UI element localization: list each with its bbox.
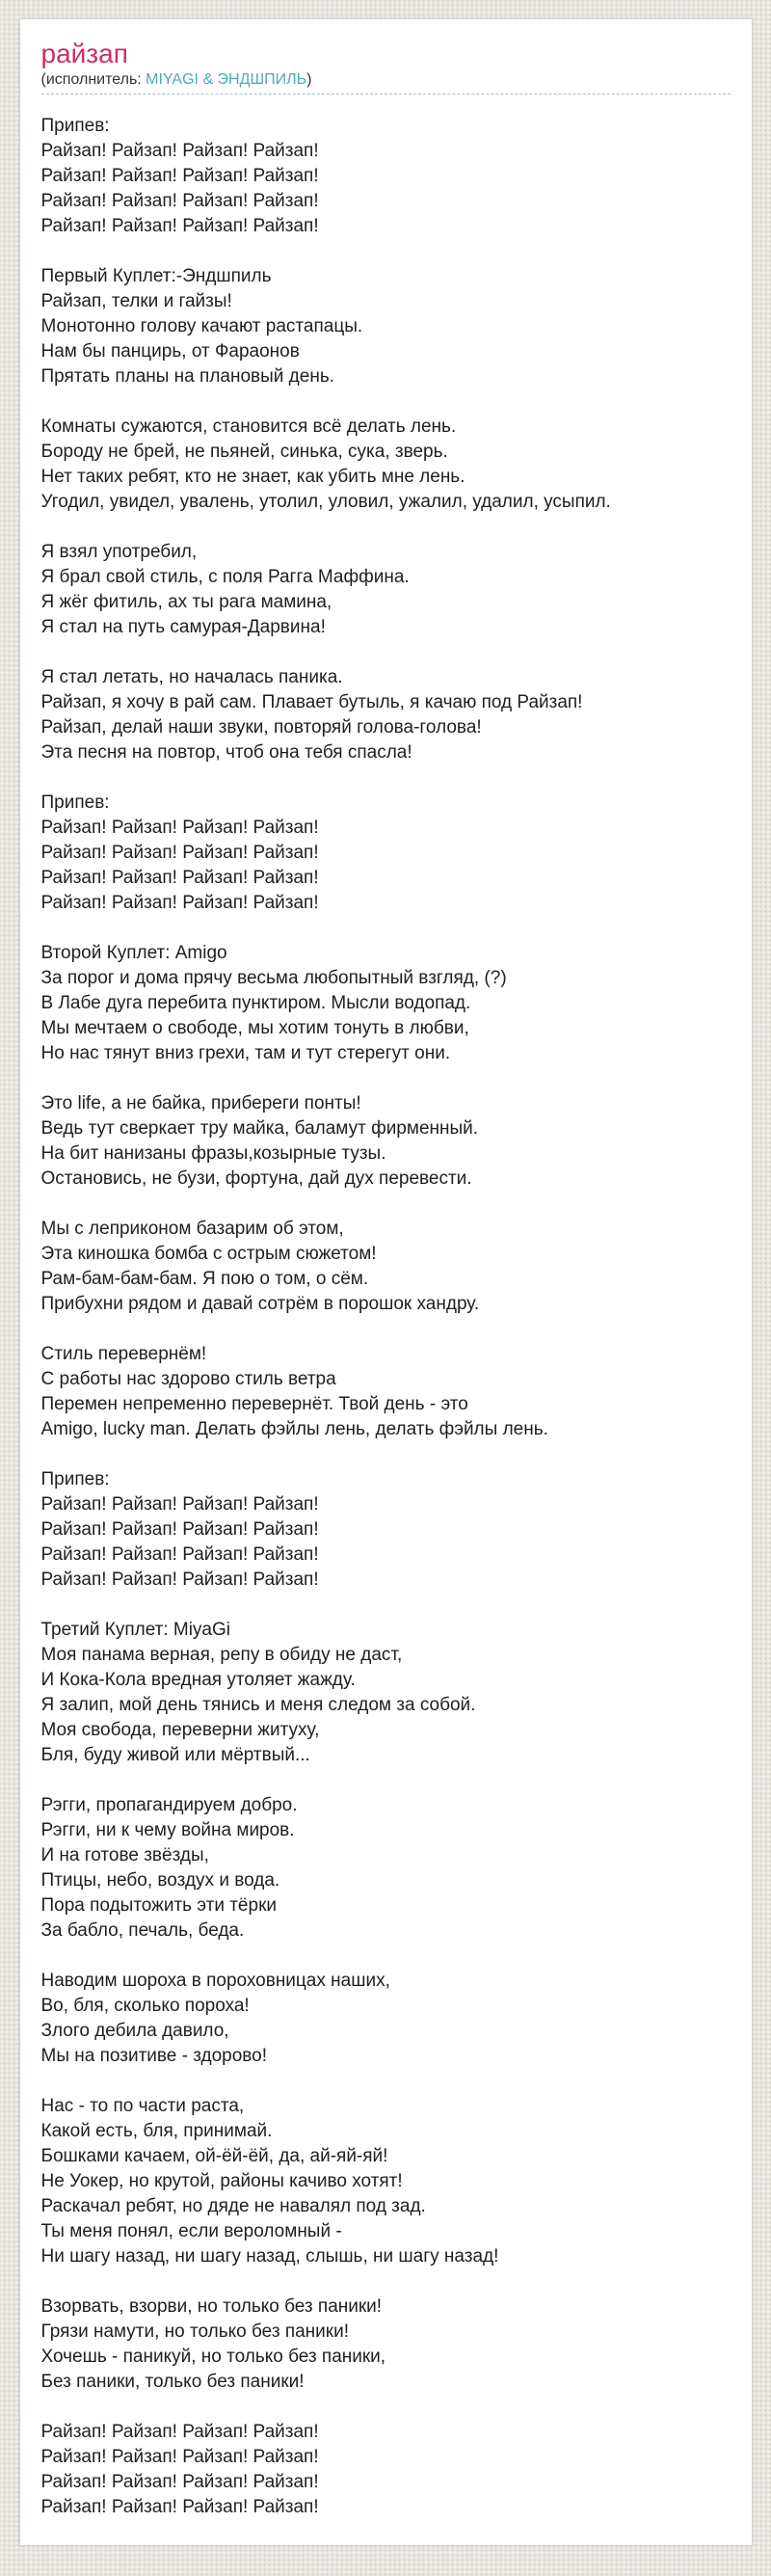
lyric-line: Угодил, увидел, увалень, утолил, уловил, ужалил, удалил, усыпил.: [40, 492, 611, 513]
lyric-line: Райзап! Райзап! Райзап! Райзап!: [40, 2422, 319, 2443]
lyric-line: Нам бы панцирь, от Фараонов: [40, 341, 300, 362]
artist-label-close: ): [306, 71, 312, 88]
song-title: райзап: [40, 39, 128, 68]
stanza: [41, 2094, 731, 2269]
lyric-line: Ведь тут сверкает тру майка, баламут фирменный.: [40, 1118, 479, 1140]
lyric-line: Райзап! Райзап! Райзап! Райзап!: [40, 216, 319, 237]
lyric-line: Я стал летать, но началась паника.: [40, 667, 343, 688]
artist-label: (исполнитель:: [40, 71, 142, 88]
lyric-line: Ты меня понял, если вероломный -: [40, 2221, 342, 2242]
lyric-line: Я стал на путь самурая-Дарвина!: [40, 617, 326, 638]
lyric-line: Прибухни рядом и давай сотрём в порошок хандру.: [40, 1294, 480, 1315]
lyric-line: Райзап! Райзап! Райзап! Райзап!: [40, 141, 319, 162]
lyric-line: Третий Куплет: MiyaGi: [40, 1620, 231, 1641]
lyric-line: Ни шагу назад, ни шагу назад, слышь, ни шагу назад!: [40, 2246, 499, 2267]
lyric-line: Я брал свой стиль, с поля Рагга Маффина.: [40, 567, 410, 588]
lyric-line: Грязи намути, но только без паники!: [40, 2321, 349, 2343]
lyric-line: Райзап! Райзап! Райзап! Райзап!: [40, 191, 319, 212]
lyric-line: В Лабе дуга перебита пунктиром. Мысли водопад.: [40, 993, 471, 1014]
lyric-line: Райзап! Райзап! Райзап! Райзап!: [40, 1519, 319, 1541]
stanza: [41, 665, 731, 765]
lyric-line: С работы нас здорово стиль ветра: [40, 1369, 336, 1390]
lyric-line: Мы с леприконом базарим об этом,: [40, 1219, 344, 1240]
lyric-line: Рэгги, ни к чему война миров.: [40, 1820, 295, 1841]
stanza: [41, 2294, 731, 2395]
lyric-line: Райзап! Райзап! Райзап! Райзап!: [40, 2447, 319, 2468]
lyric-line: Райзап! Райзап! Райзап! Райзап!: [40, 893, 319, 914]
lyric-line: Рэгги, пропагандируем добро.: [40, 1795, 298, 1816]
lyric-line: Первый Куплет:-Эндшпиль: [40, 266, 272, 287]
stanza: [41, 114, 731, 239]
stanza: [41, 1342, 731, 1442]
stanza: [41, 791, 731, 916]
lyric-line: Монотонно голову качают растапацы.: [40, 316, 363, 337]
lyric-line: Моя свобода, переверни житуху,: [40, 1720, 320, 1741]
lyric-line: Райзап, я хочу в рай сам. Плавает бутыль, я качаю под Райзап!: [40, 692, 583, 713]
lyric-line: Припев:: [40, 116, 110, 137]
lyric-line: Райзап! Райзап! Райзап! Райзап!: [40, 166, 319, 187]
stanza: [41, 1618, 731, 1768]
lyric-line: Это life, а не байка, прибереги понты!: [40, 1093, 361, 1114]
stanza: [41, 1467, 731, 1593]
stanza: [41, 941, 731, 1066]
lyric-line: Не Уокер, но крутой, районы качиво хотят!: [40, 2171, 403, 2192]
stanza: [41, 1091, 731, 1192]
page-background: [0, 19, 771, 2576]
lyric-line: Без паники, только без паники!: [40, 2372, 305, 2393]
lyric-line: Взорвать, взорви, но только без паники!: [40, 2296, 383, 2318]
lyric-line: Райзап! Райзап! Райзап! Райзап!: [40, 1494, 319, 1516]
lyric-line: Перемен непременно перевернёт. Твой день - это: [40, 1394, 468, 1415]
lyric-line: Раскачал ребят, но дяде не навалял под зад.: [40, 2196, 426, 2217]
lyric-line: Amigo, lucky man. Делать фэйлы лень, делать фэйлы лень.: [40, 1419, 548, 1440]
lyrics-text: [41, 114, 731, 2520]
stanza: [41, 2420, 731, 2520]
lyric-line: Я взял употребил,: [40, 542, 198, 563]
lyric-line: Пора подытожить эти тёрки: [40, 1895, 277, 1917]
lyric-line: Райзап! Райзап! Райзап! Райзап!: [40, 868, 319, 889]
song-header: [41, 40, 731, 94]
lyric-line: За порог и дома прячу весьма любопытный взгляд, (?): [40, 968, 507, 989]
stanza: [41, 264, 731, 389]
lyric-line: Комнаты сужаются, становится всё делать лень.: [40, 416, 457, 438]
stanza: [41, 1793, 731, 1944]
lyric-line: Бля, буду живой или мёртвый...: [40, 1745, 310, 1766]
lyric-line: Райзап! Райзап! Райзап! Райзап!: [40, 1544, 319, 1566]
lyric-line: Стиль перевернём!: [40, 1344, 207, 1365]
stanza: [41, 540, 731, 640]
lyric-line: Но нас тянут вниз грехи, там и тут стерегут они.: [40, 1043, 451, 1064]
lyric-line: Нет таких ребят, кто не знает, как убить мне лень.: [40, 467, 465, 488]
stanza: [41, 1969, 731, 2069]
lyric-line: И на готове звёзды,: [40, 1845, 209, 1866]
lyric-line: Второй Куплет: Amigo: [40, 943, 227, 964]
lyric-line: Райзап! Райзап! Райзап! Райзап!: [40, 843, 319, 864]
lyric-line: Райзап! Райзап! Райзап! Райзап!: [40, 818, 319, 839]
lyric-line: Бошками качаем, ой-ёй-ёй, да, ай-яй-яй!: [40, 2146, 388, 2167]
lyric-line: Бороду не брей, не пьяней, синька, сука, зверь.: [40, 442, 448, 463]
lyric-line: Я жёг фитиль, ах ты рага мамина,: [40, 592, 332, 613]
lyric-line: Я залип, мой день тянись и меня следом за собой.: [40, 1695, 476, 1716]
lyric-line: Наводим шороха в пороховницах наших,: [40, 1971, 390, 1992]
lyrics-card: [20, 19, 752, 2545]
lyric-line: Злого дебила давило,: [40, 2021, 229, 2042]
lyric-line: Эта песня на повтор, чтоб она тебя спасла!: [40, 742, 412, 764]
lyric-line: Райзап! Райзап! Райзап! Райзап!: [40, 2497, 319, 2518]
lyric-line: Райзап! Райзап! Райзап! Райзап!: [40, 2472, 319, 2493]
lyric-line: Птицы, небо, воздух и вода.: [40, 1870, 280, 1892]
lyric-line: Нас - то по части раста,: [40, 2096, 245, 2117]
lyric-line: Моя панама верная, репу в обиду не даст,: [40, 1645, 403, 1666]
stanza: [41, 1217, 731, 1317]
lyric-line: Рам-бам-бам-бам. Я пою о том, о сём.: [40, 1269, 369, 1290]
lyric-line: Прятать планы на плановый день.: [40, 366, 334, 388]
lyric-line: За бабло, печаль, беда.: [40, 1920, 245, 1942]
lyric-line: Райзап, делай наши звуки, повторяй голова-голова!: [40, 717, 482, 738]
artist-line: [41, 71, 731, 89]
lyric-line: Хочешь - паникуй, но только без паники,: [40, 2347, 386, 2368]
lyric-line: И Кока-Кола вредная утоляет жажду.: [40, 1670, 356, 1691]
lyric-line: Мы мечтаем о свободе, мы хотим тонуть в любви,: [40, 1018, 469, 1039]
lyric-line: Мы на позитиве - здорово!: [40, 2046, 268, 2067]
lyric-line: На бит нанизаны фразы,козырные тузы.: [40, 1143, 386, 1165]
lyric-line: Эта киношка бомба с острым сюжетом!: [40, 1244, 377, 1265]
lyric-line: Припев:: [40, 792, 110, 814]
lyric-line: Во, бля, сколько пороха!: [40, 1996, 250, 2017]
lyric-line: Остановись, не бузи, фортуна, дай дух перевести.: [40, 1168, 472, 1190]
lyric-line: Райзап, телки и гайзы!: [40, 291, 232, 312]
stanza: [41, 415, 731, 515]
lyric-line: Райзап! Райзап! Райзап! Райзап!: [40, 1570, 319, 1591]
artist-link[interactable]: MIYAGI & ЭНДШПИЛЬ: [146, 71, 307, 88]
lyric-line: Какой есть, бля, принимай.: [40, 2121, 273, 2142]
lyric-line: Припев:: [40, 1469, 110, 1490]
